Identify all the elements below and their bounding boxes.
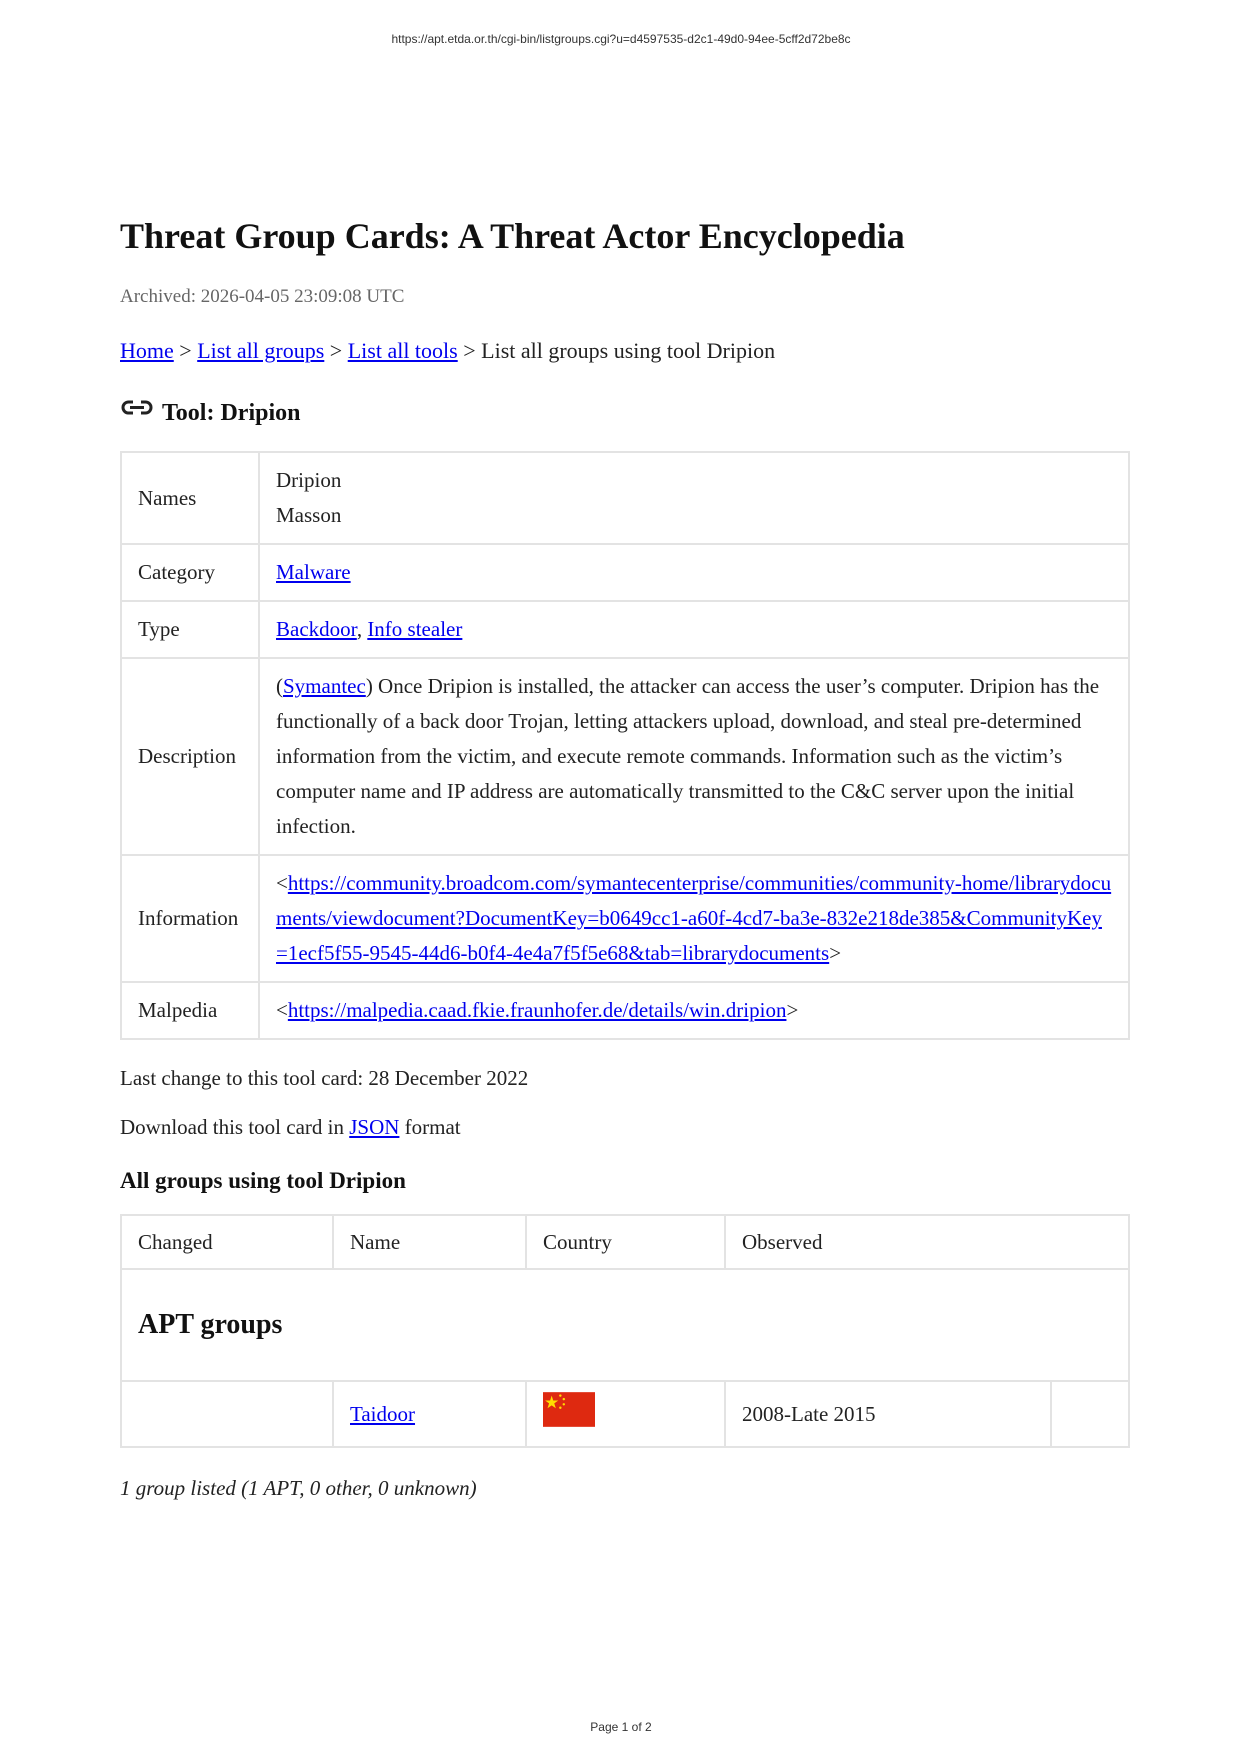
description-source-link[interactable]: Symantec [283,674,366,698]
gt-bracket: > [786,998,799,1022]
lt-bracket: < [276,871,288,895]
tool-card-table [120,451,1130,1040]
groups-table [120,1214,1130,1448]
table-header-row [121,1215,1129,1269]
information-label: Information [121,855,259,982]
group-changed [121,1381,333,1447]
category-link[interactable]: Malware [276,560,351,584]
malpedia-value [259,982,1129,1039]
breadcrumb-separator: > [463,338,476,363]
names-value [259,452,1129,544]
tool-heading-text: Tool: Dripion [162,400,301,426]
malpedia-label: Malpedia [121,982,259,1039]
table-section-row [121,1269,1129,1381]
download-suffix: format [404,1115,461,1139]
china-flag-icon [543,1392,595,1427]
column-header-changed: Changed [121,1215,333,1269]
table-row [121,601,1129,658]
information-value [259,855,1129,982]
breadcrumb-separator: > [329,338,343,363]
breadcrumb-home-link[interactable]: Home [120,338,174,363]
table-row [121,855,1129,982]
breadcrumb-current: List all groups using tool Dripion [481,338,776,363]
group-country-cell [526,1381,725,1447]
table-row [121,1381,1129,1447]
information-link[interactable]: https://community.broadcom.com/symantecenterprise/communities/community-home/librarydocuments/viewdocument?DocumentKey=b0649cc1-a60f-4cd7-ba3e-832e218de385&CommunityKey=1ecf5f55-9545-44d6-b0f4-4e4a7f5f5e68&tab=librarydocuments [276,871,1112,965]
download-line [120,1115,1130,1140]
print-header-url: https://apt.etda.or.th/cgi-bin/listgroups.cgi?u=d4597535-d2c1-49d0-94ee-5cff2d72be8c [391,32,851,46]
type-label: Type [121,601,259,658]
main-content [120,214,1130,1501]
breadcrumb [120,338,1130,364]
download-prefix: Download this tool card in [120,1115,344,1139]
print-footer-page-number: Page 1 of 2 [590,1720,652,1734]
groups-section-title: All groups using tool Dripion [120,1168,406,1193]
description-label: Description [121,658,259,855]
breadcrumb-separator: > [179,338,192,363]
description-open-paren: ( [276,674,283,698]
description-text: ) Once Dripion is installed, the attacker can access the user’s computer. Dripion has the functionally of a back door Trojan, letting attackers upload, download, and steal pre-determined information from the victim, and execute remote commands. Information such as the victim’s computer name and IP address are automatically transmitted to the C&C server upon the initial infection. [276,674,1100,838]
apt-groups-section-label: APT groups [121,1269,1129,1381]
tool-name: Dripion [276,468,342,492]
column-header-name: Name [333,1215,526,1269]
description-value [259,658,1129,855]
tool-heading [120,400,1130,427]
json-download-link[interactable]: JSON [349,1115,400,1139]
type-link-backdoor[interactable]: Backdoor [276,617,357,641]
groups-summary: 1 group listed (1 APT, 0 other, 0 unknown) [120,1476,477,1500]
column-header-observed: Observed [725,1215,1129,1269]
table-row [121,544,1129,601]
page-title: Threat Group Cards: A Threat Actor Encyclopedia [120,216,905,256]
gt-bracket: > [829,941,842,965]
group-observed: 2008-Late 2015 [725,1381,1051,1447]
link-icon [120,397,154,419]
tool-name: Masson [276,503,342,527]
type-link-info-stealer[interactable]: Info stealer [367,617,463,641]
group-name-cell [333,1381,526,1447]
archived-timestamp: Archived: 2026-04-05 23:09:08 UTC [120,286,405,307]
type-value [259,601,1129,658]
lt-bracket: < [276,998,288,1022]
group-extra-cell [1051,1381,1129,1447]
type-separator: , [356,617,363,641]
category-label: Category [121,544,259,601]
names-label: Names [121,452,259,544]
breadcrumb-list-groups-link[interactable]: List all groups [197,338,325,363]
category-value [259,544,1129,601]
column-header-country: Country [526,1215,725,1269]
table-row [121,658,1129,855]
breadcrumb-list-tools-link[interactable]: List all tools [347,338,458,363]
table-row [121,982,1129,1039]
table-row [121,452,1129,544]
group-name-link[interactable]: Taidoor [350,1401,416,1426]
malpedia-link[interactable]: https://malpedia.caad.fkie.fraunhofer.de/details/win.dripion [287,998,787,1022]
last-change-text: Last change to this tool card: 28 December 2022 [120,1066,529,1090]
